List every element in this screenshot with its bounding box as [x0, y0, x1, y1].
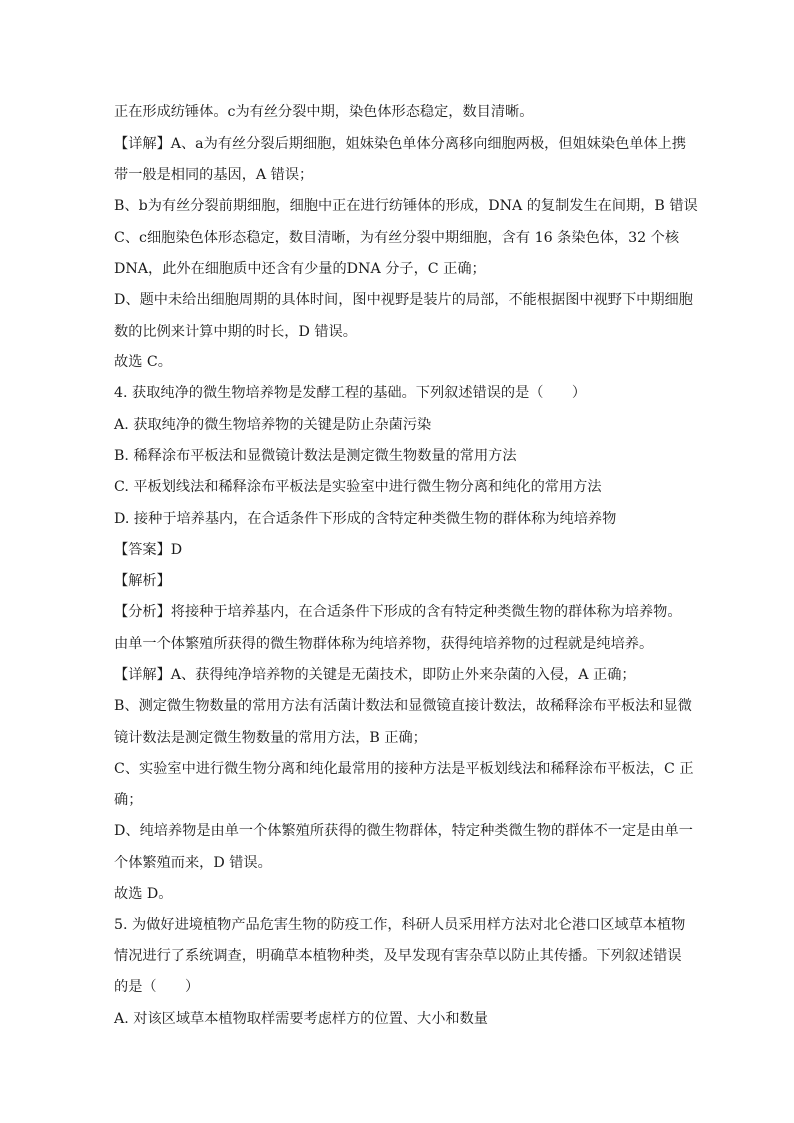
- text-line: 【详解】A、获得纯净培养物的关键是无菌技术，即防止外来杂菌的入侵，A 正确；: [114, 667, 636, 683]
- question-4-option-c: C. 平板划线法和稀释涂布平板法是实验室中进行微生物分离和纯化的常用方法: [114, 479, 602, 495]
- text-line: C、实验室中进行微生物分离和纯化最常用的接种方法是平板划线法和稀释涂布平板法，C 正: [114, 761, 694, 777]
- question-4-option-b: B. 稀释涂布平板法和显微镜计数法是测定微生物数量的常用方法: [114, 448, 517, 464]
- question-4-stem: 4. 获取纯净的微生物培养物是发酵工程的基础。下列叙述错误的是（ ）: [114, 385, 587, 401]
- text-line: B、测定微生物数量的常用方法有活菌计数法和显微镜直接计数法，故稀释涂布平板法和显微: [114, 698, 692, 714]
- text-line: 【分析】将接种于培养基内，在合适条件下形成的含有特定种类微生物的群体称为培养物。: [114, 604, 682, 620]
- text-line: C、c细胞染色体形态稳定，数目清晰，为有丝分裂中期细胞，含有 16 条染色体，32 个核: [114, 230, 680, 246]
- text-line: 数的比例来计算中期的时长，D 错误。: [114, 324, 357, 340]
- text-line: 确；: [114, 792, 143, 808]
- text-line: 带一般是相同的基因，A 错误；: [114, 167, 314, 183]
- text-line: 故选 D。: [114, 886, 173, 902]
- answer-label: 【答案】D: [114, 542, 183, 558]
- question-5-stem: 的是（ ）: [114, 979, 200, 995]
- text-line: B、b为有丝分裂前期细胞，细胞中正在进行纺锤体的形成，DNA 的复制发生在间期，B 错误: [114, 198, 698, 214]
- text-line: 正在形成纺锤体。c为有丝分裂中期，染色体形态稳定，数目清晰。: [114, 104, 534, 120]
- text-line: D、题中未给出细胞周期的具体时间，图中视野是装片的局部，不能根据图中视野下中期细胞: [114, 292, 693, 308]
- text-line: DNA，此外在细胞质中还含有少量的DNA 分子，C 正确；: [114, 261, 486, 277]
- question-5-stem: 情况进行了系统调查，明确草本植物种类，及早发现有害杂草以防止其传播。下列叙述错误: [114, 948, 682, 964]
- text-line: 个体繁殖而来，D 错误。: [114, 855, 272, 871]
- question-4-option-d: D. 接种于培养基内，在合适条件下形成的含特定种类微生物的群体称为纯培养物: [114, 511, 617, 527]
- text-line: D、纯培养物是由单一个体繁殖所获得的微生物群体，特定种类微生物的群体不一定是由单一: [114, 823, 693, 839]
- text-line: 由单一个体繁殖所获得的微生物群体称为纯培养物，获得纯培养物的过程就是纯培养。: [114, 636, 654, 652]
- question-5-stem: 5. 为做好进境植物产品危害生物的防疫工作，科研人员采用样方法对北仑港口区域草本植物: [114, 917, 686, 933]
- text-line: 【详解】A、a为有丝分裂后期细胞，姐妹染色单体分离移向细胞两极，但姐妹染色单体上携: [114, 136, 687, 152]
- question-4-option-a: A. 获取纯净的微生物培养物的关键是防止杂菌污染: [114, 417, 432, 433]
- question-5-option-a: A. 对该区域草本植物取样需要考虑样方的位置、大小和数量: [114, 1011, 488, 1027]
- text-line: 故选 C。: [114, 354, 172, 370]
- analysis-label: 【解析】: [114, 573, 171, 589]
- text-line: 镜计数法是测定微生物数量的常用方法，B 正确；: [114, 730, 427, 746]
